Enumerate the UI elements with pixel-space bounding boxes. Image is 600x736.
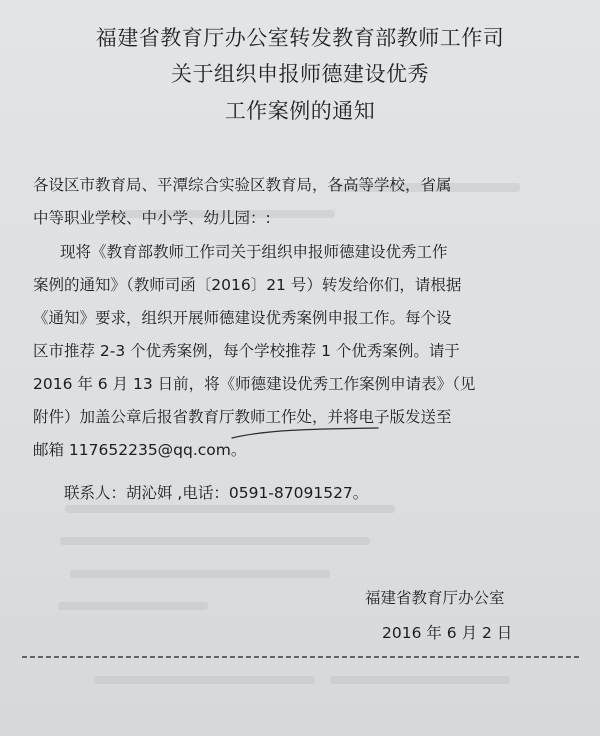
- document-title-line-2: 关于组织申报师德建设优秀: [171, 62, 429, 86]
- signature-organization: 福建省教育厅办公室: [365, 589, 505, 607]
- recipient-line-2: 中等职业学校、中小学、幼儿园：:: [33, 209, 271, 227]
- body-line-2: 案例的通知》（教师司函〔2016〕21 号）转发给你们，请根据: [33, 276, 462, 294]
- body-line-5: 2016 年 6 月 13 日前，将《师德建设优秀工作案例申请表》（见: [33, 375, 476, 393]
- body-line-3: 《通知》要求，组织开展师德建设优秀案例申报工作。每个设: [33, 309, 452, 327]
- body-line-6: 附件）加盖公章后报省教育厅教师工作处，并将电子版发送至: [33, 408, 452, 426]
- signature-date: 2016 年 6 月 2 日: [382, 624, 513, 642]
- recipient-line-1: 各设区市教育局、平潭综合实验区教育局，各高等学校，省属: [33, 176, 452, 194]
- document-title-line-3: 工作案例的通知: [224, 99, 376, 123]
- contact-line: 联系人：胡沁㛅 ,电话：0591-87091527。: [64, 484, 369, 502]
- dashed-separator-line: [22, 654, 580, 660]
- document-title-line-1: 福建省教育厅办公室转发教育部教师工作司: [95, 26, 505, 50]
- body-line-1: 现将《教育部教师工作司关于组织申报师德建设优秀工作: [60, 243, 448, 261]
- email-line: 邮箱 117652235@qq.com。: [33, 441, 247, 459]
- body-line-4: 区市推荐 2-3 个优秀案例，每个学校推荐 1 个优秀案例。请于: [33, 342, 460, 360]
- handwritten-underline-mark: [230, 426, 380, 442]
